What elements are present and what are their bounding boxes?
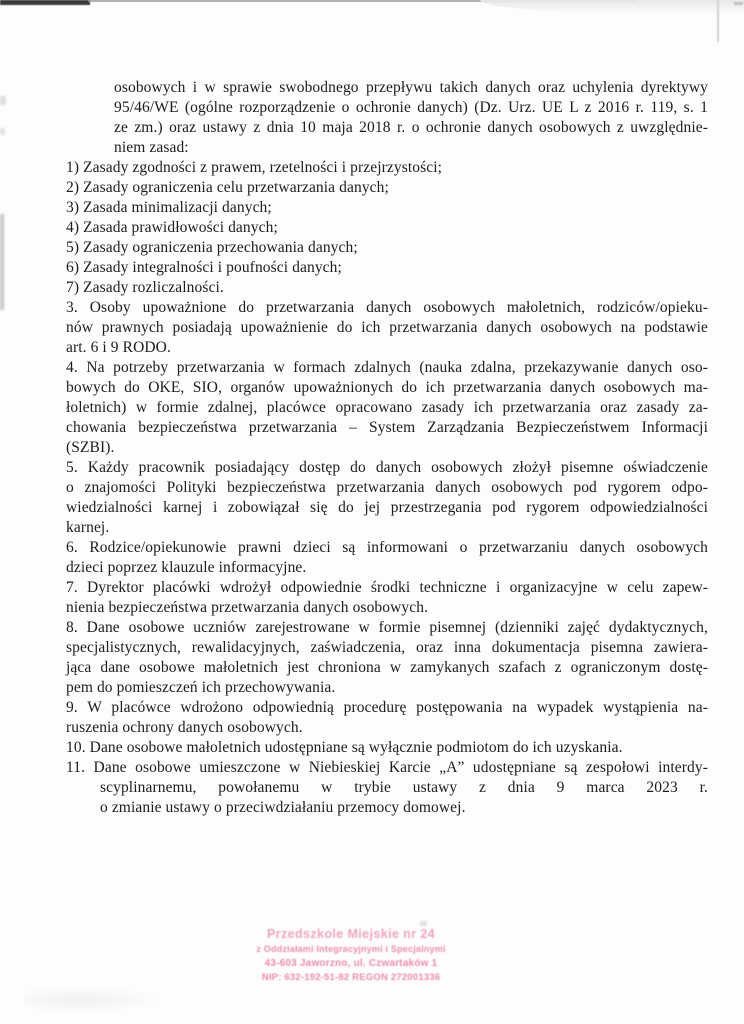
text-line: nów prawnych posiadają upoważnienie do ich przetwarzania danych osobowych na podstawie: [66, 319, 708, 336]
text-line: o zmianie ustawy o przeciwdziałaniu przemocy domowej.: [100, 799, 466, 816]
text-line: 95/46/WE (ogólne rozporządzenie o ochronie danych) (Dz. Urz. UE L z 2016 r. 119, s. 1: [114, 99, 708, 116]
scan-artifact-corner-tick: [734, 2, 743, 5]
text-line: 5) Zasady ograniczenia przechowania danych;: [66, 239, 358, 256]
text-line: dzieci poprzez klauzule informacyjne.: [66, 559, 307, 576]
text-line: nienia bezpieczeństwa przetwarzania danych osobowych.: [66, 599, 429, 616]
text-line: 10. Dane osobowe małoletnich udostępniane są wyłącznie podmiotom do ich uzyskania.: [66, 739, 623, 756]
text-line: 7. Dyrektor placówki wdrożył odpowiednie środki techniczne i organizacyjne w celu zapew-: [66, 579, 708, 596]
stamp-address: 43-603 Jaworzno, ul. Czwartaków 1: [264, 958, 438, 969]
stamp-school-name: Przedszkole Miejskie nr 24: [266, 927, 436, 941]
text-line: 1) Zasady zgodności z prawem, rzetelności i przejrzystości;: [66, 159, 443, 176]
scan-artifact-top-right-shade: [480, 0, 744, 16]
text-line: 4. Na potrzeby przetwarzania w formach zdalnych (nauka zdalna, przekazywanie danych oso-: [66, 359, 708, 376]
text-line: 5. Każdy pracownik posiadający dostęp do danych osobowych złożył pisemne oświadczenie: [66, 459, 708, 476]
text-line: jąca dane osobowe małoletnich jest chroniona w zamykanych szafach z ograniczonym dostę-: [66, 659, 708, 676]
scan-artifact-bottom-smudge: [24, 986, 164, 1014]
text-line: 3. Osoby upoważnione do przetwarzania danych osobowych małoletnich, rodziców/opieku-: [66, 299, 708, 316]
document-body-text: [66, 78, 708, 818]
text-line: ruszenia ochrony danych osobowych.: [66, 719, 303, 736]
text-line: 11. Dane osobowe umieszczone w Niebieskiej Karcie „A” udostępniane są zespołowi interdy-: [66, 759, 708, 776]
text-line: 9. W placówce wdrożono odpowiednią procedurę postępowania na wypadek wystąpienia na-: [66, 699, 708, 716]
text-line: wiedzialności karnej i zobowiązał się do jej przestrzegania pod rygorem odpowiedzialności: [66, 499, 708, 516]
scan-artifact-left-smudge: [0, 214, 4, 310]
scan-artifact-left-speck-2: [0, 128, 5, 135]
text-line: chowania bezpieczeństwa przetwarzania – System Zarządzania Bezpieczeństwem Informacji: [66, 419, 708, 436]
text-line: 3) Zasada minimalizacji danych;: [66, 199, 272, 216]
scan-artifact-speck: [420, 921, 427, 926]
scan-artifact-paper-right-edge: [717, 0, 719, 42]
text-line: pem do pomieszczeń ich przechowywania.: [66, 679, 336, 696]
stamp-school-subtitle: z Oddziałami Integracyjnymi i Specjalnymi: [256, 944, 446, 954]
school-stamp: [244, 928, 458, 984]
text-line: bowych do OKE, SIO, organów upoważnionych do ich przetwarzania danych osobowych ma-: [66, 379, 708, 396]
text-line: art. 6 i 9 RODO.: [66, 339, 171, 356]
text-line: 6. Rodzice/opiekunowie prawni dzieci są informowani o przetwarzaniu danych osobowych: [66, 539, 708, 556]
scan-artifact-left-speck: [0, 96, 6, 105]
text-line: specjalistycznych, rewalidacyjnych, zaświadczenia, oraz inna dokumentacja pisemna zawiera-: [66, 639, 708, 656]
text-line: 7) Zasady rozliczalności.: [66, 279, 224, 296]
text-line: o znajomości Polityki bezpieczeństwa przetwarzania danych osobowych pod rygorem odpo-: [66, 479, 708, 496]
text-line: karnej.: [66, 519, 110, 536]
text-line: łoletnich) w formie zdalnej, placówce opracowano zasady ich przetwarzania oraz zasady za-: [66, 399, 708, 416]
text-line: (SZBI).: [66, 439, 115, 456]
scan-artifact-top-edge-line: [88, 0, 636, 2]
text-line: 6) Zasady integralności i poufności danych;: [66, 259, 342, 276]
text-line: osobowych i w sprawie swobodnego przepływu takich danych oraz uchylenia dyrektywy: [114, 79, 708, 96]
text-line: 2) Zasady ograniczenia celu przetwarzania danych;: [66, 179, 389, 196]
text-line: niem zasad:: [114, 139, 189, 156]
text-line: ze zm.) oraz ustawy z dnia 10 maja 2018 r. o ochronie danych osobowych z uwzględnie-: [114, 119, 708, 136]
scan-artifact-top-edge-dark: [0, 0, 90, 5]
text-line: scyplinarnemu, powołanemu w trybie ustawy z dnia 9 marca 2023 r.: [100, 779, 708, 796]
text-line: 4) Zasada prawidłowości danych;: [66, 219, 278, 236]
text-line: 8. Dane osobowe uczniów zarejestrowane w formie pisemnej (dzienniki zajęć dydaktycznych,: [66, 619, 708, 636]
stamp-nip-regon: NIP: 632-192-51-82 REGON 272001336: [261, 972, 441, 983]
